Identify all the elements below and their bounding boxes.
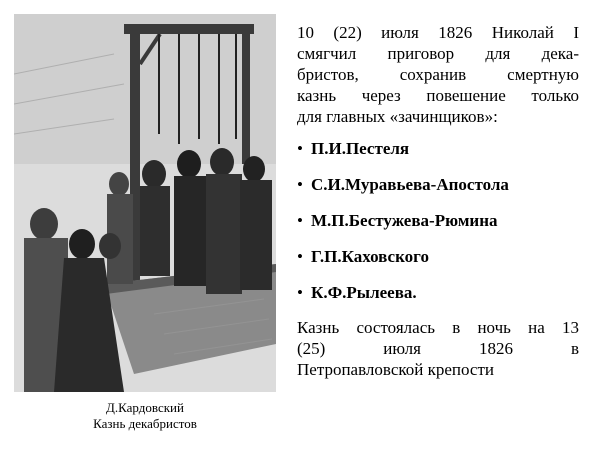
list-item-text: П.И.Пестеля [311, 139, 410, 158]
condemned-list [297, 131, 579, 311]
list-item-text: К.Ф.Рылеева. [311, 283, 417, 302]
text-column [297, 22, 579, 380]
engraving-drawing [14, 14, 276, 392]
list-item [297, 203, 579, 239]
list-item [297, 131, 579, 167]
outro-line: Петропавловской крепости [297, 360, 495, 379]
list-item-text: М.П.Бестужева-Рюмина [311, 211, 498, 230]
bullet-glyph: • [297, 139, 303, 158]
illustration-caption [14, 400, 276, 432]
intro-line: бристов, сохранив смертную [297, 65, 579, 84]
intro-line: для главных «зачинщиков»: [297, 107, 498, 126]
outro-line: Казнь состоялась в ночь на 13 [297, 318, 579, 337]
caption-author: Д.Кардовский [106, 400, 184, 415]
bullet-glyph: • [297, 211, 303, 230]
intro-line: смягчил приговор для дека- [297, 44, 579, 63]
list-item [297, 275, 579, 311]
caption-title: Казнь декабристов [93, 416, 197, 431]
intro-paragraph [297, 22, 579, 127]
bullet-glyph: • [297, 247, 303, 266]
list-item [297, 167, 579, 203]
execution-engraving-image [14, 14, 276, 392]
list-item-text: С.И.Муравьева-Апостола [311, 175, 509, 194]
intro-line: 10 (22) июля 1826 Николай I [297, 23, 579, 42]
list-item-text: Г.П.Каховского [311, 247, 429, 266]
outro-line: (25) июля 1826 в [297, 339, 579, 358]
bullet-glyph: • [297, 175, 303, 194]
intro-line: казнь через повешение только [297, 86, 579, 105]
outro-paragraph [297, 317, 579, 380]
bullet-glyph: • [297, 283, 303, 302]
list-item [297, 239, 579, 275]
